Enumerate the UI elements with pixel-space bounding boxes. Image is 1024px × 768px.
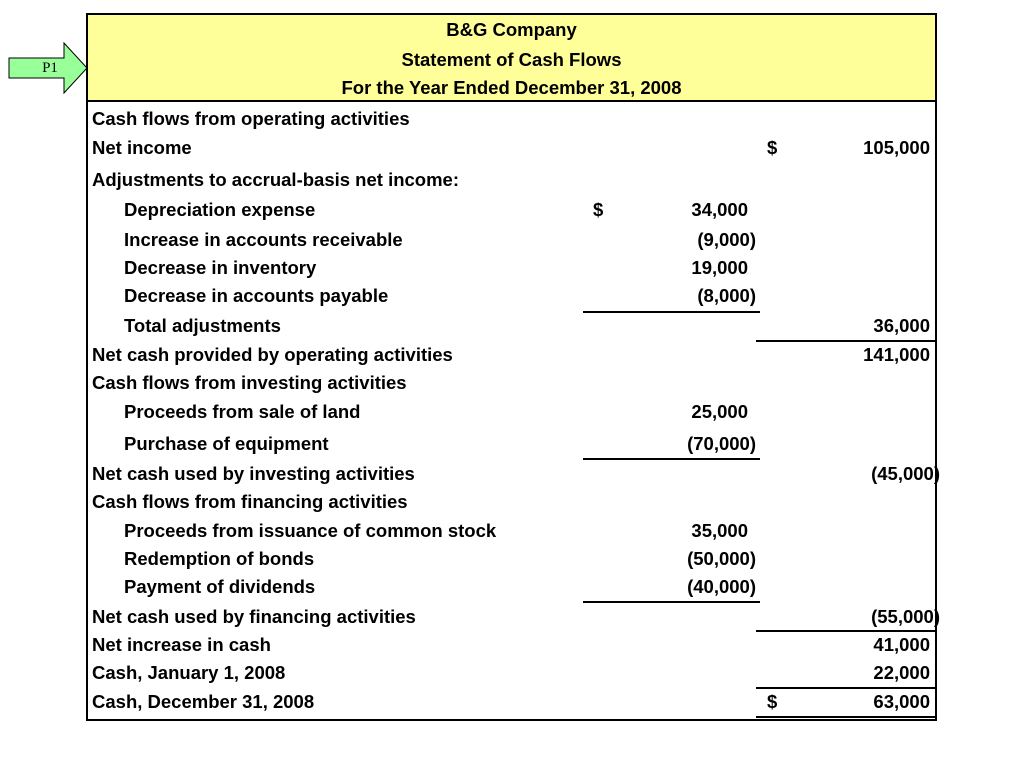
- cash-flow-statement: [86, 13, 940, 721]
- amount-value: 34,000: [691, 199, 748, 220]
- badge-label: P1: [42, 60, 58, 76]
- row-sale-of-land: [88, 399, 935, 425]
- currency-symbol: $: [767, 137, 778, 158]
- section-heading-adjustments: [88, 167, 935, 193]
- total-value: 41,000: [873, 634, 930, 655]
- amount-value: (40,000): [687, 576, 756, 597]
- row-label: Cash flows from financing activities: [92, 491, 408, 512]
- row-label: Proceeds from issuance of common stock: [124, 520, 497, 541]
- row-label: Depreciation expense: [124, 199, 316, 220]
- section-heading-operating: [88, 106, 935, 132]
- double-rule-top: [756, 716, 936, 718]
- row-net-cash-financing: [88, 604, 940, 630]
- row-label: Redemption of bonds: [124, 548, 315, 569]
- amount-value: 25,000: [691, 401, 748, 422]
- row-label: Net increase in cash: [92, 634, 271, 655]
- row-issuance-common-stock: [88, 518, 935, 544]
- total-value: 105,000: [863, 137, 930, 158]
- row-depreciation: [88, 197, 935, 223]
- row-label: Payment of dividends: [124, 576, 316, 597]
- row-label: Net cash used by financing activities: [92, 606, 416, 627]
- subtotal-rule: [583, 601, 760, 603]
- row-label: Net income: [92, 137, 192, 158]
- p1-arrow-badge: [8, 42, 88, 94]
- amount-value: (70,000): [687, 433, 756, 454]
- total-value: (55,000): [871, 606, 940, 627]
- row-label: Total adjustments: [124, 315, 281, 336]
- total-value: 63,000: [873, 691, 930, 712]
- row-cash-ending: [88, 689, 935, 715]
- row-redemption-bonds: [88, 546, 935, 572]
- row-label: Purchase of equipment: [124, 433, 329, 454]
- row-label: Cash flows from operating activities: [92, 108, 410, 129]
- row-label: Cash, December 31, 2008: [92, 691, 315, 712]
- amount-value: (8,000): [697, 285, 756, 306]
- row-label: Net cash used by investing activities: [92, 463, 415, 484]
- currency-symbol: $: [593, 199, 604, 220]
- row-label: Net cash provided by operating activities: [92, 344, 453, 365]
- row-label: Decrease in inventory: [124, 257, 317, 278]
- statement-title: Statement of Cash Flows: [401, 49, 622, 70]
- row-accounts-receivable: [88, 227, 935, 253]
- row-accounts-payable: [88, 283, 935, 309]
- statement-period: For the Year Ended December 31, 2008: [341, 77, 682, 98]
- row-net-cash-operating: [88, 342, 935, 368]
- row-label: Adjustments to accrual-basis net income:: [92, 169, 460, 190]
- total-value: (45,000): [871, 463, 940, 484]
- row-net-income: [88, 135, 935, 161]
- row-label: Cash, January 1, 2008: [92, 662, 286, 683]
- total-value: 22,000: [873, 662, 930, 683]
- row-payment-dividends: [88, 574, 935, 600]
- total-value: 141,000: [863, 344, 930, 365]
- subtotal-rule: [583, 458, 760, 460]
- row-label: Increase in accounts receivable: [124, 229, 403, 250]
- amount-value: 35,000: [691, 520, 748, 541]
- row-cash-beginning: [88, 660, 935, 686]
- row-net-increase-cash: [88, 632, 935, 658]
- amount-value: 19,000: [691, 257, 748, 278]
- row-total-adjustments: [88, 313, 935, 339]
- row-label: Proceeds from sale of land: [124, 401, 361, 422]
- section-heading-financing: [88, 489, 935, 515]
- row-label: Cash flows from investing activities: [92, 372, 407, 393]
- amount-value: (50,000): [687, 548, 756, 569]
- row-label: Decrease in accounts payable: [124, 285, 389, 306]
- company-name: B&G Company: [446, 19, 577, 40]
- total-value: 36,000: [873, 315, 930, 336]
- row-net-cash-investing: [88, 461, 940, 487]
- row-purchase-equipment: [88, 431, 935, 457]
- section-heading-investing: [88, 370, 935, 396]
- amount-value: (9,000): [697, 229, 756, 250]
- row-inventory: [88, 255, 935, 281]
- statement-header: [88, 15, 935, 102]
- currency-symbol: $: [767, 691, 778, 712]
